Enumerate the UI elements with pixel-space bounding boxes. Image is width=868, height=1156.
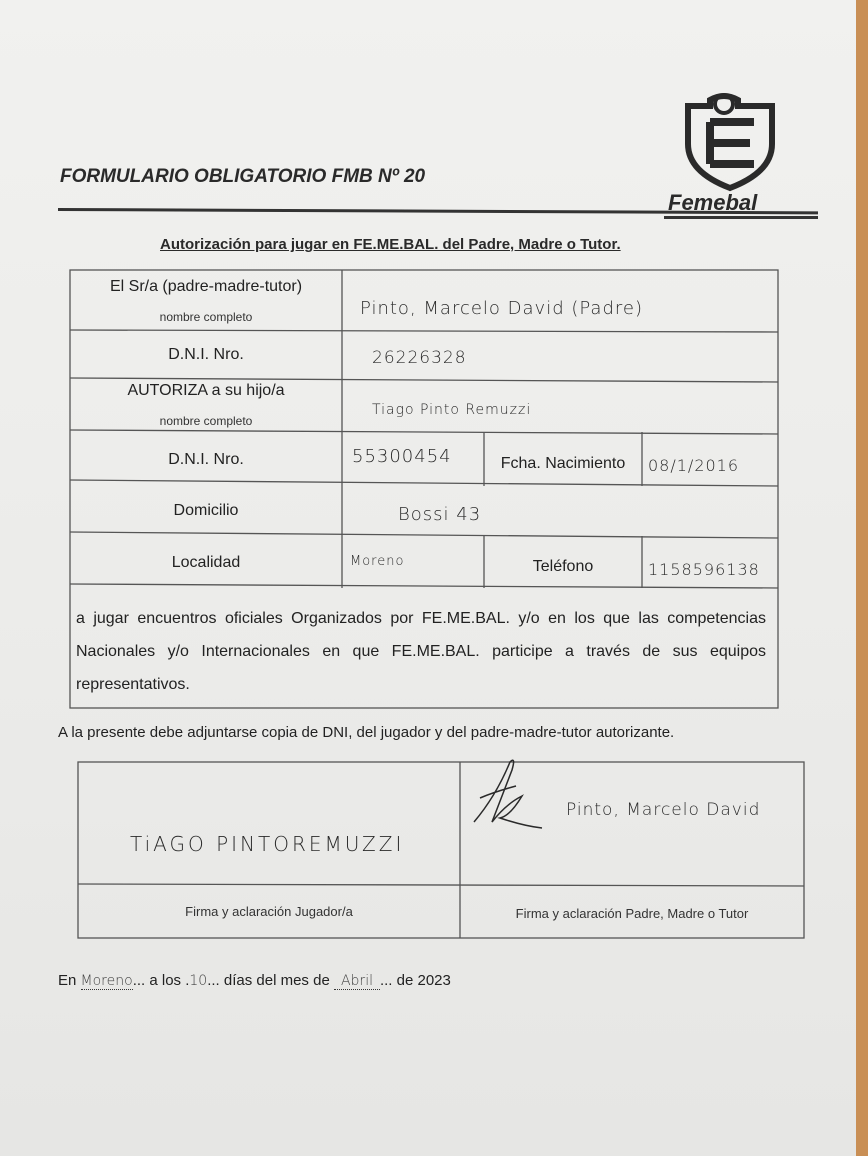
child-sublabel: nombre completo <box>159 414 253 428</box>
city-value: Moreno <box>350 554 405 569</box>
guardian-signature-mark <box>466 756 556 836</box>
birth-date-label: Fcha. Nacimiento <box>500 455 626 472</box>
femebal-logo-icon <box>680 92 780 192</box>
phone-label: Teléfono <box>532 558 594 575</box>
city-label: Localidad <box>171 554 241 571</box>
guardian-label: El Sr/a (padre-madre-tutor) <box>109 278 303 295</box>
player-signature: TiAGO PINTOREMUZZI <box>130 832 405 856</box>
birth-date-value: 08/1/2016 <box>648 456 740 475</box>
place-prefix: En <box>58 972 77 989</box>
guardian-dni-value: 26226328 <box>372 348 467 368</box>
phone-value: 1158596138 <box>648 560 760 579</box>
child-dni-label: D.N.I. Nro. <box>168 451 244 468</box>
address-value: Bossi 43 <box>398 504 482 525</box>
day-prefix: ... a los . <box>132 972 190 989</box>
brand-name: Femebal <box>668 190 758 215</box>
address-label: Domicilio <box>173 502 239 519</box>
year-prefix: ... de 202 <box>379 972 443 989</box>
form-title: FORMULARIO OBLIGATORIO FMB Nº 20 <box>60 166 426 187</box>
authorization-paragraph: a jugar encuentros oficiales Organizados por FE.ME.BAL. y/o en los que las competencias Nacionales y/o Internacionales en que FE.ME.BAL. participe a través de sus equipos representativos. <box>76 610 766 693</box>
day-value: 10 <box>189 973 208 989</box>
guardian-dni-label: D.N.I. Nro. <box>168 346 244 363</box>
guardian-sublabel: nombre completo <box>159 310 253 324</box>
guardian-name-value: Pinto, Marcelo David (Padre) <box>360 298 643 319</box>
brand-rule <box>664 216 818 219</box>
month-value: Abril <box>334 973 380 990</box>
year-suffix: 3 <box>442 972 451 989</box>
place-value: Moreno <box>80 973 133 989</box>
form-subtitle: Autorización para jugar en FE.ME.BAL. del Padre, Madre o Tutor. <box>160 236 621 253</box>
guardian-signature-text: Pinto, Marcelo David <box>566 800 761 820</box>
attachment-note: A la presente debe adjuntarse copia de DNI, del jugador y del padre-madre-tutor autorizante. <box>58 724 675 741</box>
place-date-line <box>58 972 451 990</box>
guardian-signature-label: Firma y aclaración Padre, Madre o Tutor <box>515 906 749 921</box>
child-dni-value: 55300454 <box>352 446 452 467</box>
child-label: AUTORIZA a su hijo/a <box>127 382 285 399</box>
child-name-value: Tiago Pinto Remuzzi <box>372 402 532 418</box>
player-signature-label: Firma y aclaración Jugador/a <box>185 904 353 919</box>
month-prefix: ... días del mes de <box>207 972 330 989</box>
